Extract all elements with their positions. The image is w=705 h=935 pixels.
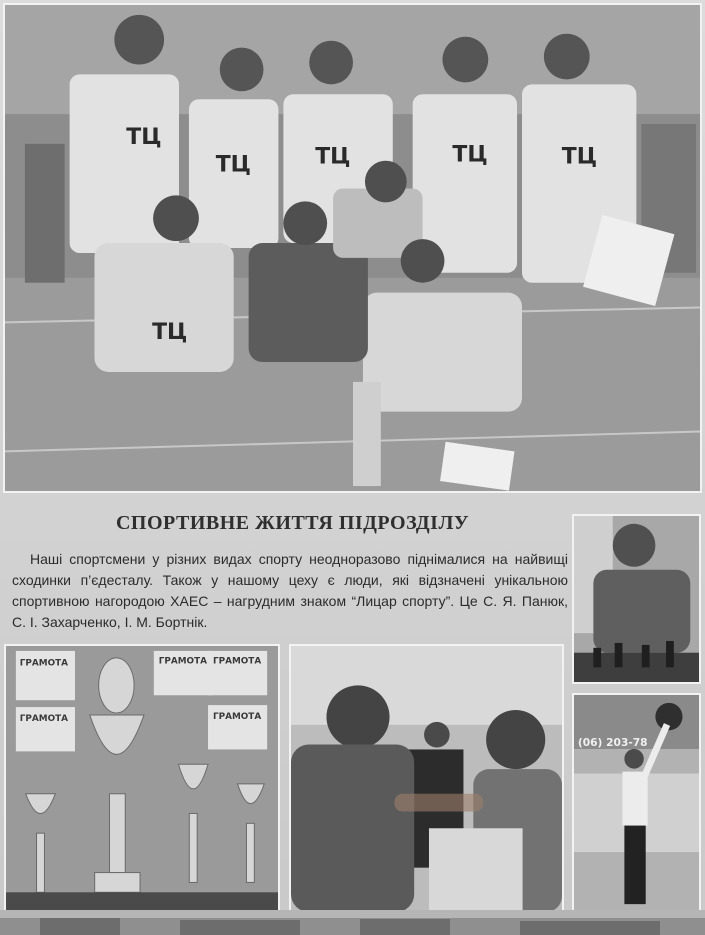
weightlifting-photo bbox=[572, 693, 701, 913]
certificate-label: ГРАМОТА bbox=[19, 713, 69, 724]
jersey-text: ТЦ bbox=[315, 144, 351, 170]
chess-photo-graphic bbox=[574, 516, 699, 682]
trophies-photo bbox=[4, 644, 280, 914]
chess-photo bbox=[572, 514, 701, 684]
jersey-text: ТЦ bbox=[561, 144, 597, 170]
page-title: СПОРТИВНЕ ЖИТТЯ ПІДРОЗДІЛУ bbox=[115, 512, 470, 534]
certificate-label: ГРАМОТА bbox=[158, 656, 208, 667]
jersey-text: ТЦ bbox=[152, 320, 188, 346]
team-photo bbox=[3, 3, 702, 493]
certificate-label: ГРАМОТА bbox=[19, 658, 69, 669]
team-photo-graphic bbox=[5, 5, 700, 491]
certificate-label: ГРАМОТА bbox=[212, 711, 262, 722]
certificate-label: ГРАМОТА bbox=[212, 656, 262, 667]
trophies-photo-graphic bbox=[6, 646, 278, 912]
banner-phone: (06) 203-78 bbox=[577, 735, 648, 750]
jersey-text: ТЦ bbox=[215, 152, 251, 178]
jersey-text: ТЦ bbox=[126, 124, 162, 150]
jersey-text: ТЦ bbox=[452, 142, 488, 168]
bottom-photo-strip bbox=[0, 910, 705, 935]
bottom-strip-graphic bbox=[0, 910, 705, 935]
weightlifting-photo-graphic bbox=[574, 695, 699, 911]
armwrestling-photo-graphic bbox=[291, 646, 562, 912]
article-body: Наші спортсмени у різних видах спорту неодноразово піднімалися на найвищі сходинки п’єдесталу. Також у нашому цеху є люди, які відзначені унікальною спортивною нагородою ХАЕС – нагрудним знаком “Лицар спорту”. Це С. Я. Панюк, С. І. Захарченко, І. М. Бортнік. bbox=[12, 551, 568, 630]
armwrestling-photo bbox=[289, 644, 564, 914]
